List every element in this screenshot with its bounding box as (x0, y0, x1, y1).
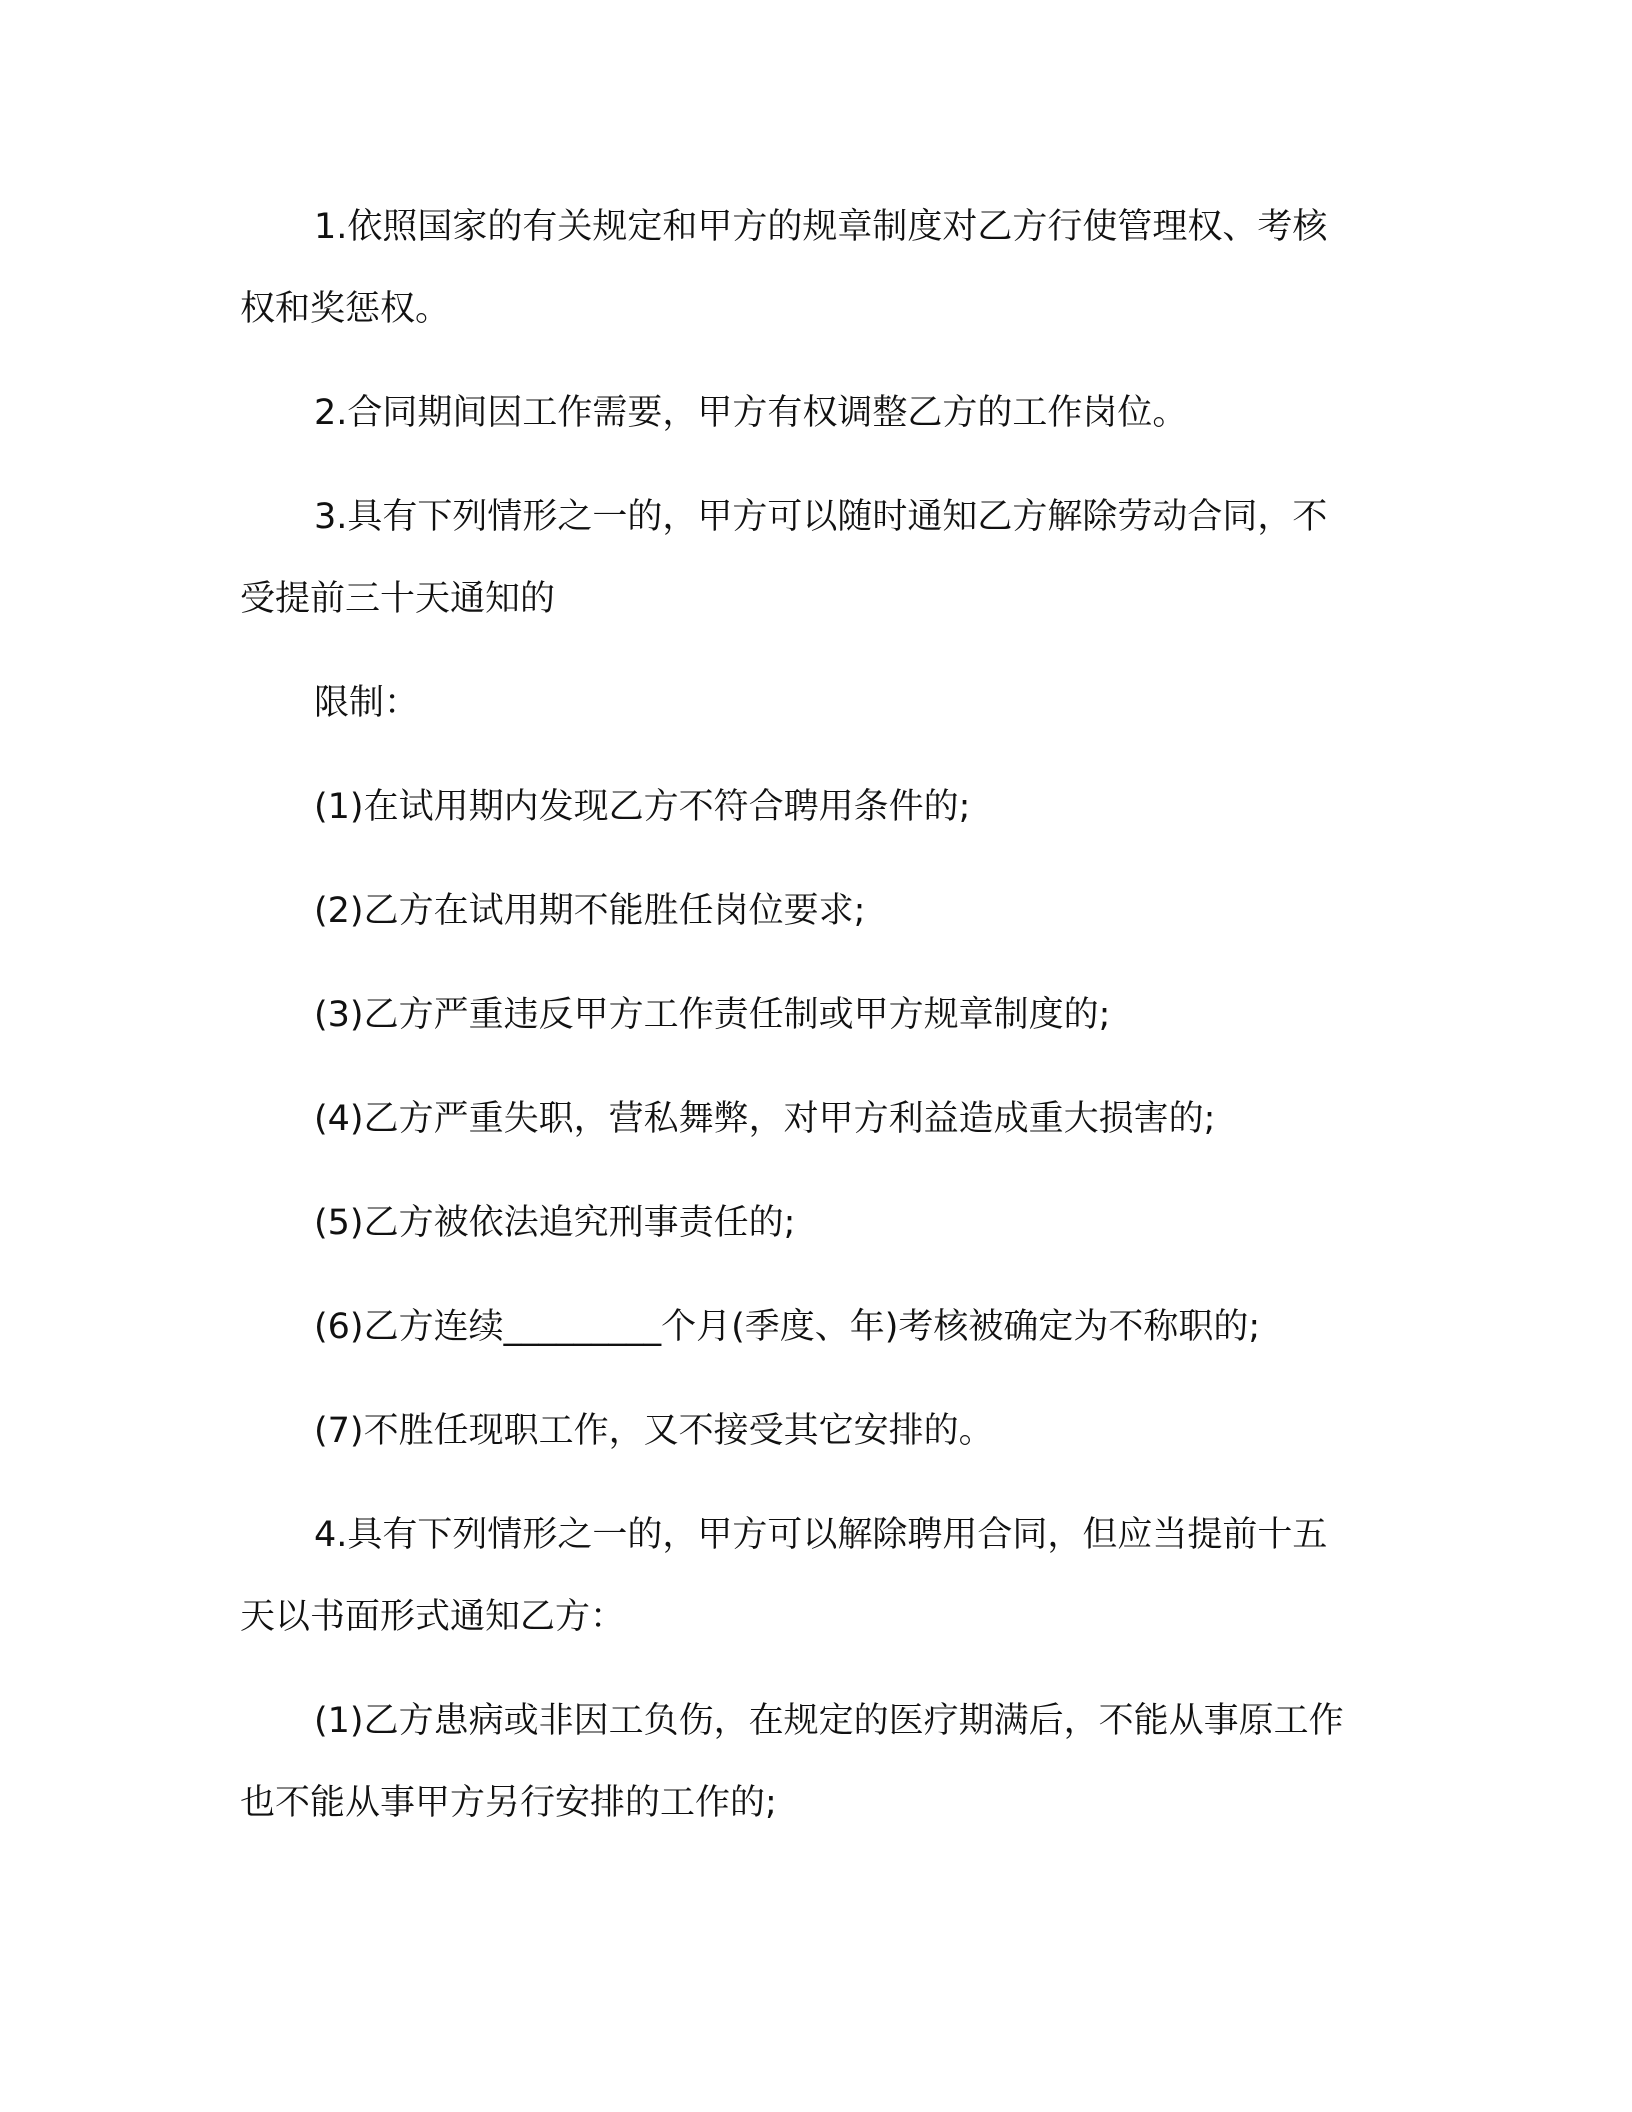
list-item-3-7: (7)不胜任现职工作，又不接受其它安排的。 (314, 1411, 994, 1451)
list-item-3-4: (4)乙方严重失职，营私舞弊，对甲方利益造成重大损害的; (314, 1099, 1216, 1139)
paragraph-clause-3: 3.具有下列情形之一的，甲方可以随时通知乙方解除劳动合同，不受提前三十天通知的 (240, 497, 1328, 619)
paragraph-gap (240, 848, 1360, 870)
list-item-3-1: (1)在试用期内发现乙方不符合聘用条件的; (314, 787, 971, 827)
paragraph-gap (240, 1264, 1360, 1286)
paragraph-gap (240, 1472, 1360, 1494)
paragraph-clause-4: 4.具有下列情形之一的，甲方可以解除聘用合同，但应当提前十五天以书面形式通知乙方： (240, 1515, 1328, 1637)
paragraph-clause-2: 2.合同期间因工作需要，甲方有权调整乙方的工作岗位。 (314, 393, 1188, 433)
list-item-3-6: (6)乙方连续_________个月(季度、年)考核被确定为不称职的; (314, 1307, 1261, 1347)
paragraph-gap (240, 952, 1360, 974)
paragraph-gap (240, 1658, 1360, 1680)
list-item-3-2: (2)乙方在试用期不能胜任岗位要求; (314, 891, 866, 931)
paragraph-gap (240, 640, 1360, 662)
list-item-4-1: (1)乙方患病或非因工负伤，在规定的医疗期满后，不能从事原工作也不能从事甲方另行安排的工作的; (240, 1701, 1344, 1823)
paragraph-restriction-label: 限制： (314, 683, 420, 723)
paragraph-gap (240, 744, 1360, 766)
document-body (240, 186, 1360, 1844)
paragraph-gap (240, 1160, 1360, 1182)
paragraph-gap (240, 1056, 1360, 1078)
list-item-3-5: (5)乙方被依法追究刑事责任的; (314, 1203, 796, 1243)
paragraph-gap (240, 454, 1360, 476)
paragraph-clause-1: 1.依照国家的有关规定和甲方的规章制度对乙方行使管理权、考核权和奖惩权。 (240, 207, 1328, 329)
list-item-3-3: (3)乙方严重违反甲方工作责任制或甲方规章制度的; (314, 995, 1111, 1035)
paragraph-gap (240, 350, 1360, 372)
paragraph-gap (240, 1368, 1360, 1390)
